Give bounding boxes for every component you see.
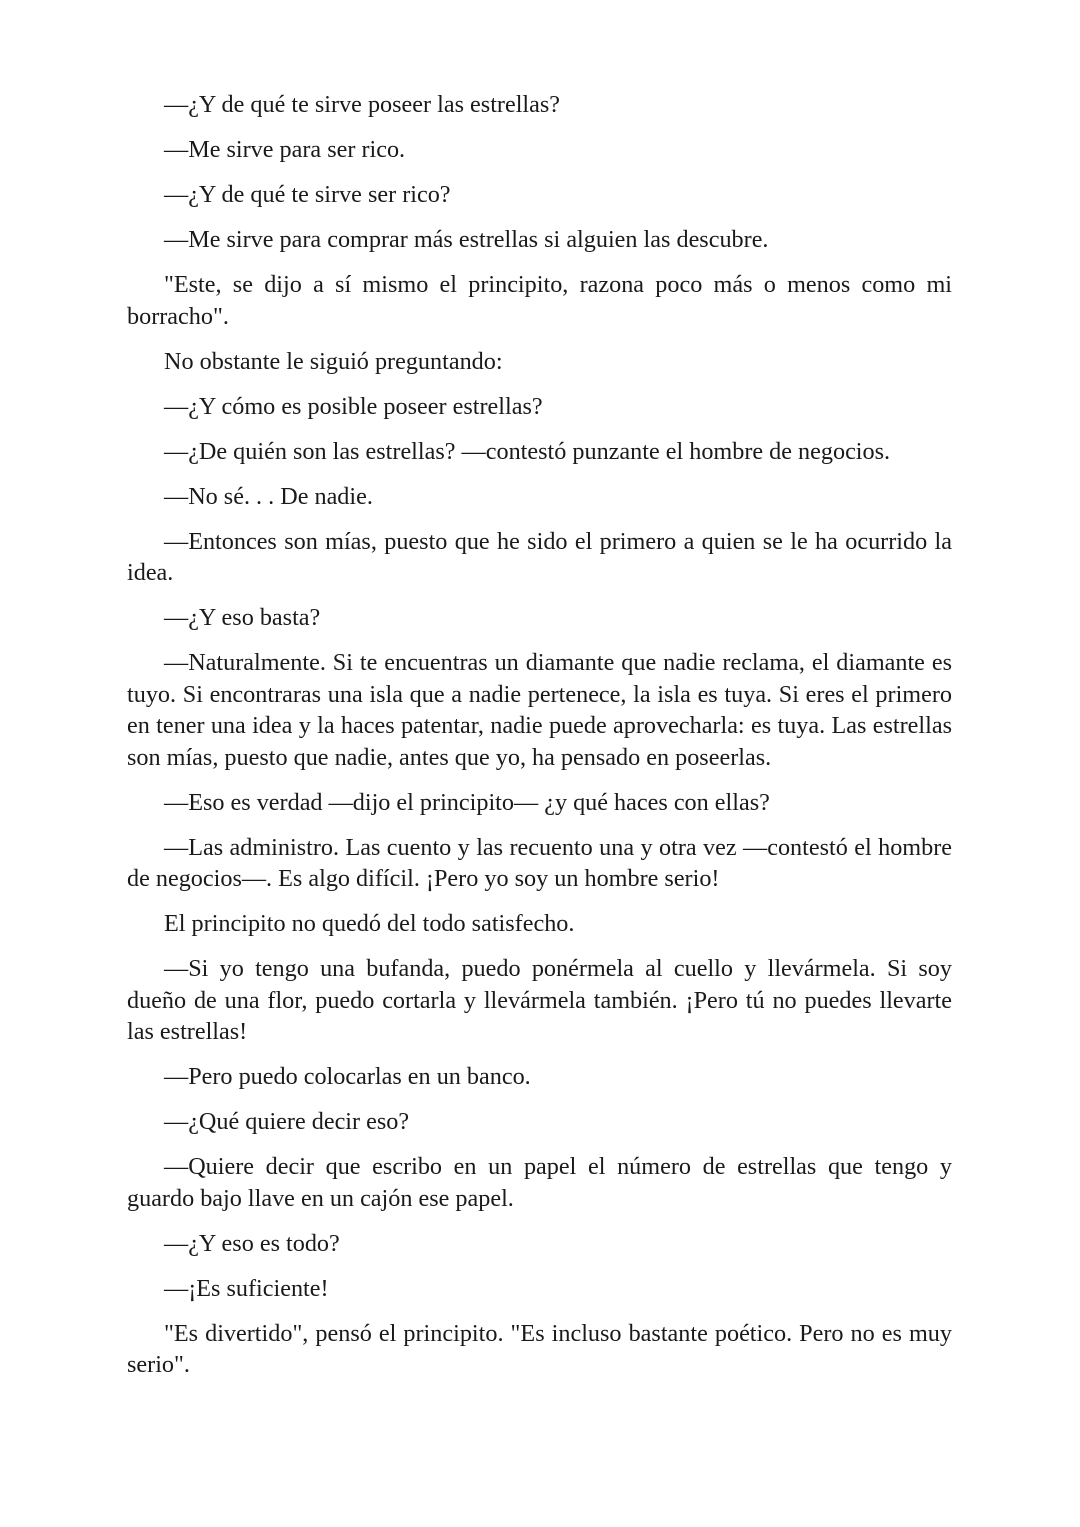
paragraph: —Pero puedo colocarlas en un banco. bbox=[164, 1063, 531, 1090]
paragraph: —No sé. . . De nadie. bbox=[164, 482, 373, 510]
document-page bbox=[127, 89, 952, 1394]
paragraph: El principito no quedó del todo satisfecho. bbox=[164, 910, 575, 937]
paragraph: —¿Y de qué te sirve poseer las estrellas? bbox=[164, 91, 561, 118]
paragraph: "Este, se dijo a sí mismo el principito, razona poco más o menos como mi borracho". bbox=[127, 271, 952, 330]
paragraph: —Naturalmente. Si te encuentras un diamante que nadie reclama, el diamante es tuyo. Si encontraras una isla que a nadie pertenece, la isla es tuya. Si eres el primero en tener una idea y la haces patentar, nadie puede aprovecharla: es tuya. Las estrellas son mías, puesto que nadie, antes que yo, ha pensado en poseerlas. bbox=[127, 649, 952, 771]
paragraph: —¿Y cómo es posible poseer estrellas? bbox=[164, 392, 543, 420]
paragraph: —Entonces son mías, puesto que he sido el primero a quien se le ha ocurrido la idea. bbox=[127, 527, 952, 586]
paragraph: —¿De quién son las estrellas? —contestó punzante el hombre de negocios. bbox=[164, 437, 891, 465]
paragraph: —¿Y eso basta? bbox=[164, 604, 321, 631]
paragraph: —¡Es suficiente! bbox=[164, 1274, 329, 1302]
paragraph: "Es divertido", pensó el principito. "Es incluso bastante poético. Pero no es muy serio". bbox=[127, 1319, 952, 1378]
paragraph: —Me sirve para ser rico. bbox=[164, 136, 406, 163]
paragraph: —Eso es verdad —dijo el principito— ¿y qué haces con ellas? bbox=[164, 788, 770, 816]
paragraph: No obstante le siguió preguntando: bbox=[164, 347, 503, 375]
paragraph: —¿Y eso es todo? bbox=[164, 1229, 340, 1257]
paragraph: —Quiere decir que escribo en un papel el número de estrellas que tengo y guardo bajo llave en un cajón ese papel. bbox=[127, 1153, 952, 1212]
paragraph: —Me sirve para comprar más estrellas si alguien las descubre. bbox=[164, 226, 769, 253]
paragraph: —¿Y de qué te sirve ser rico? bbox=[164, 181, 451, 208]
paragraph: —Si yo tengo una bufanda, puedo ponérmela al cuello y llevármela. Si soy dueño de una flor, puedo cortarla y llevármela también. ¡Pero tú no puedes llevarte las estrellas! bbox=[127, 955, 952, 1045]
paragraph: —Las administro. Las cuento y las recuento una y otra vez —contestó el hombre de negocios—. Es algo difícil. ¡Pero yo soy un hombre serio! bbox=[127, 833, 952, 892]
paragraph: —¿Qué quiere decir eso? bbox=[164, 1108, 410, 1135]
